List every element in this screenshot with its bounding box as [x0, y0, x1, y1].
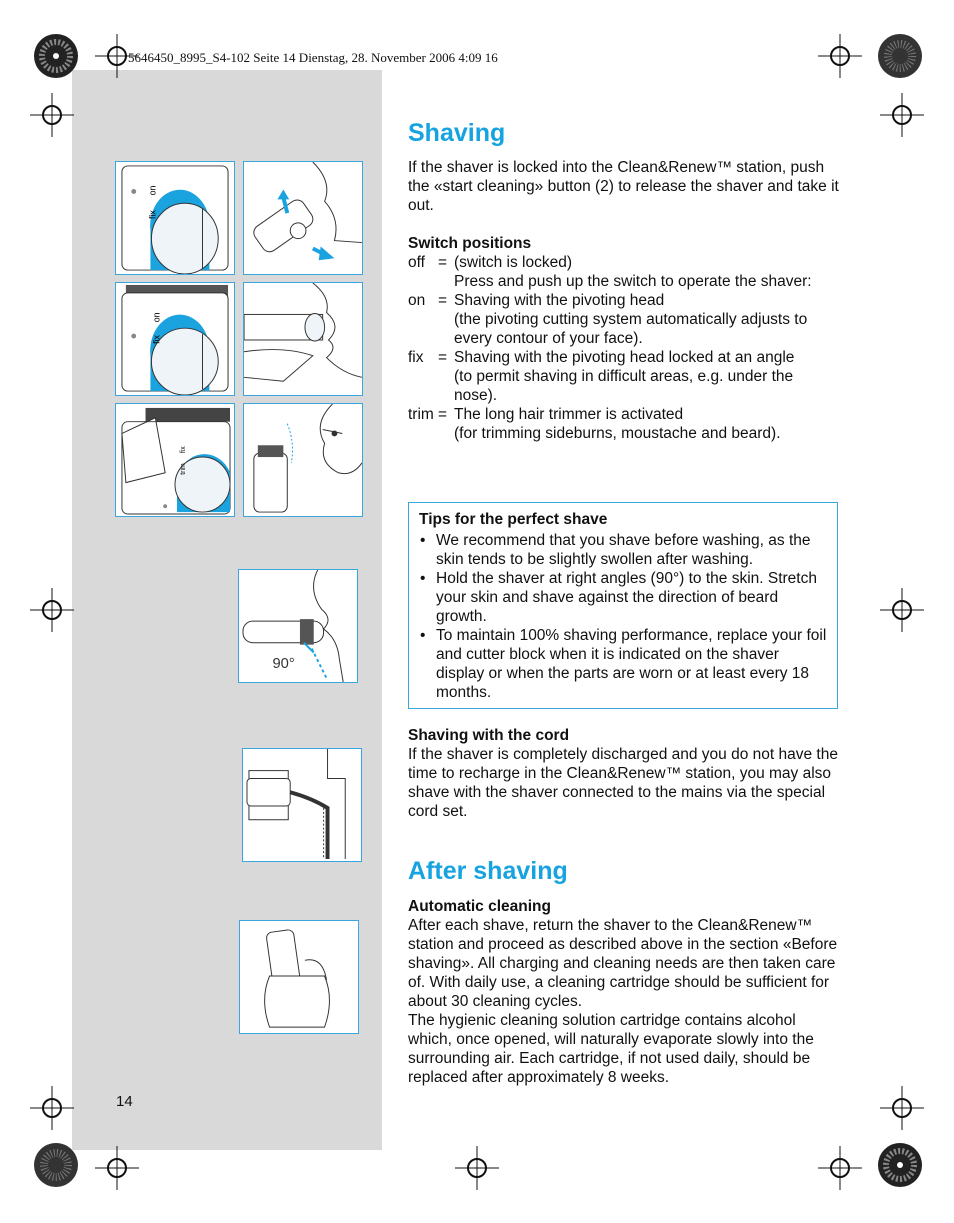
after-shaving-section [408, 856, 840, 1087]
switch-label-fix: fix [151, 335, 162, 344]
trimmer-sideburns-illustration [243, 403, 363, 517]
registration-mark-icon [818, 34, 862, 78]
tips-box [408, 502, 838, 709]
switch-position-off: off = (switch is locked) Press and push up the switch to operate the shaver: [408, 254, 812, 290]
cord-set-illustration [242, 748, 362, 862]
switch-position-fix: fix = Shaving with the pivoting head locked at an angle (to permit shaving in difficult areas, e.g. under the nose). [408, 349, 795, 404]
switch-illustration-trim [115, 403, 235, 517]
cord-heading: Shaving with the cord [408, 727, 570, 744]
color-wheel-icon [877, 1142, 923, 1188]
automatic-cleaning-heading: Automatic cleaning [408, 898, 551, 915]
switch-label-fix: fix [147, 210, 158, 219]
tips-list [419, 531, 827, 702]
switch-label-on: on [147, 185, 158, 196]
release-shaver-illustration [243, 161, 363, 275]
tips-title: Tips for the perfect shave [419, 511, 608, 528]
list-item: • Hold the shaver at right angles (90°) to the skin. Stretch your skin and shave against the direction of beard growth. [420, 570, 817, 625]
switch-label-trim: trim [179, 463, 187, 475]
shaving-intro: If the shaver is locked into the Clean&Renew™ station, push the «start cleaning» button (2) to release the shaver and take it out. [408, 159, 839, 214]
color-wheel-icon [33, 1142, 79, 1188]
angle-label: 90° [272, 656, 295, 673]
registration-mark-icon [95, 34, 139, 78]
list-item: • To maintain 100% shaving performance, replace your foil and cutter block when it is indicated on the shaver display or when the parts are worn or at least every 18 months. [420, 627, 827, 701]
automatic-cleaning-text: After each shave, return the shaver to the Clean&Renew™ station and proceed as described above in the section «Before shaving». All charging and cleaning needs are then taken care of. With daily use, a cleaning cartridge should be sufficient for about 30 cleaning cycles. [408, 917, 838, 1010]
color-wheel-icon [33, 33, 79, 79]
switch-label-fix: fix [179, 446, 187, 454]
switch-position-trim: trim = The long hair trimmer is activated (for trimming sideburns, moustache and beard). [408, 406, 781, 442]
registration-mark-icon [880, 588, 924, 632]
cord-section [408, 726, 840, 821]
cord-text: If the shaver is completely discharged and you do not have the time to recharge in the Clean&Renew™ station, you may also shave with the shaver connected to the mains via the special cord set. [408, 746, 838, 820]
after-shaving-title: After shaving [408, 857, 568, 885]
registration-mark-icon [455, 1146, 499, 1190]
registration-mark-icon [880, 1086, 924, 1130]
shave-under-nose-illustration [243, 282, 363, 396]
color-wheel-icon [877, 33, 923, 79]
clean-renew-station-illustration [239, 920, 359, 1034]
switch-positions-heading: Switch positions [408, 235, 532, 252]
switch-illustration-fix [115, 282, 235, 396]
shaving-section [408, 118, 840, 443]
print-header: 5646450_8995_S4-102 Seite 14 Dienstag, 28. November 2006 4:09 16 [128, 50, 498, 65]
shaving-title: Shaving [408, 119, 506, 147]
registration-mark-icon [30, 588, 74, 632]
registration-mark-icon [818, 1146, 862, 1190]
registration-mark-icon [880, 93, 924, 137]
switch-position-on: on = Shaving with the pivoting head (the pivoting cutting system automatically adjusts to every contour of your face). [408, 292, 808, 347]
registration-mark-icon [30, 93, 74, 137]
switch-label-on: on [151, 312, 162, 323]
switch-illustration-on [115, 161, 235, 275]
registration-mark-icon [30, 1086, 74, 1130]
shave-angle-illustration [238, 569, 358, 683]
list-item: • We recommend that you shave before washing, as the skin tends to be slightly swollen after washing. [420, 532, 811, 568]
page-number: 14 [116, 1093, 133, 1110]
registration-mark-icon [95, 1146, 139, 1190]
cartridge-text: The hygienic cleaning solution cartridge contains alcohol which, once opened, will naturally evaporate slowly into the surrounding air. Each cartridge, if not used daily, should be replaced after approximately 8 weeks. [408, 1012, 814, 1086]
